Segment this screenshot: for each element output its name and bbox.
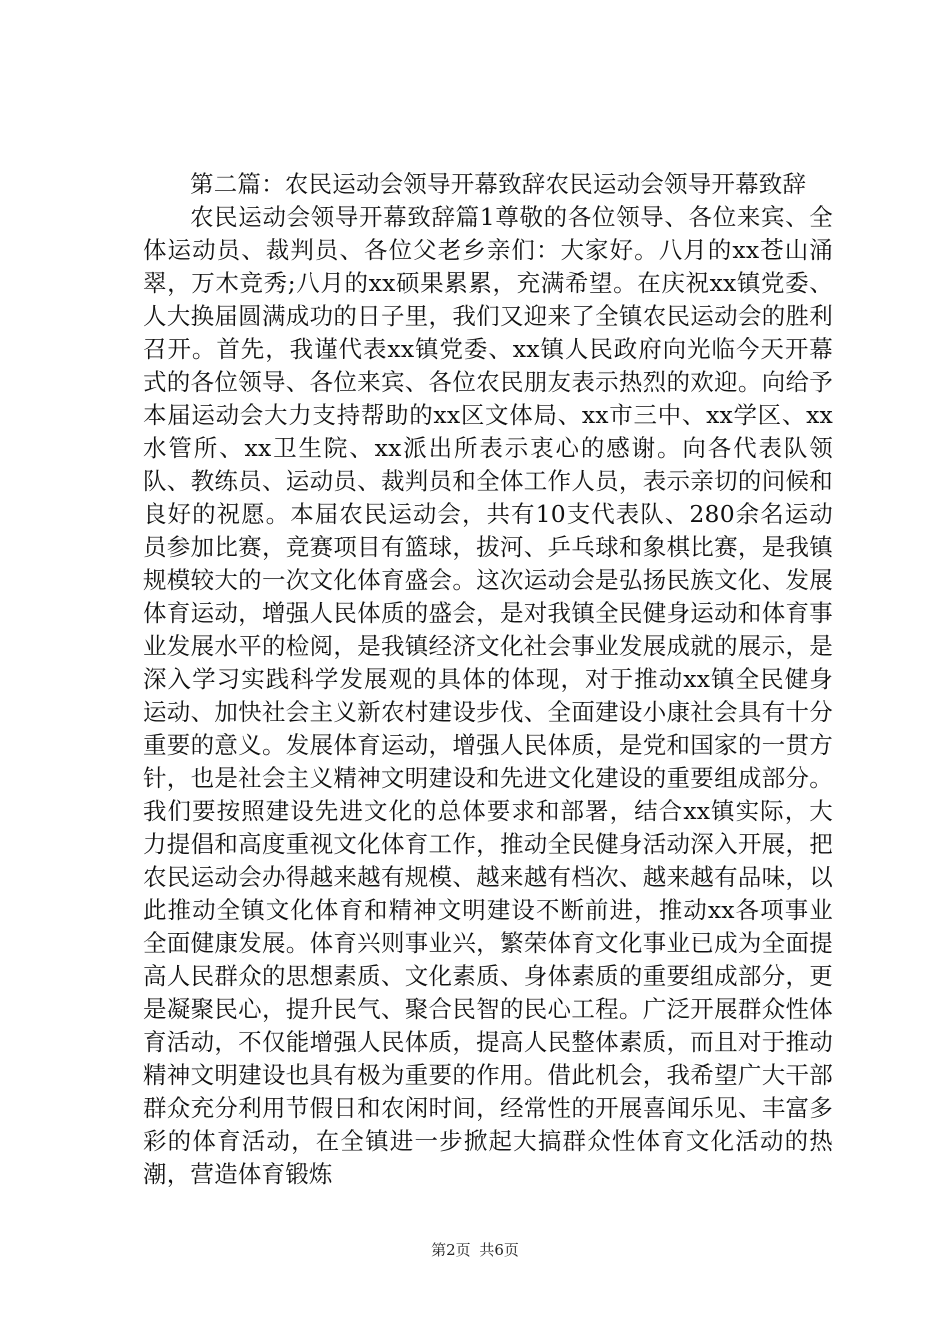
document-body: [143, 168, 833, 1191]
page-number: 第2页: [431, 1241, 471, 1259]
section-title: 第二篇：农民运动会领导开幕致辞农民运动会领导开幕致辞: [190, 170, 807, 198]
body-paragraph: 农民运动会领导开幕致辞篇1尊敬的各位领导、各位来宾、全体运动员、裁判员、各位父老乡亲们：大家好。八月的xx苍山涌翠，万木竞秀;八月的xx硕果累累，充满希望。在庆祝xx镇党委、人大换届圆满成功的日子里，我们又迎来了全镇农民运动会的胜利召开。首先，我谨代表xx镇党委、xx镇人民政府向光临今天开幕式的各位领导、各位来宾、各位农民朋友表示热烈的欢迎。向给予本届运动会大力支持帮助的xx区文体局、xx市三中、xx学区、xx水管所、xx卫生院、xx派出所表示衷心的感谢。向各代表队领队、教练员、运动员、裁判员和全体工作人员，表示亲切的问候和良好的祝愿。本届农民运动会，共有10支代表队、280余名运动员参加比赛，竞赛项目有篮球，拔河、乒乓球和象棋比赛，是我镇规模较大的一次文化体育盛会。这次运动会是弘扬民族文化、发展体育运动，增强人民体质的盛会，是对我镇全民健身运动和体育事业发展水平的检阅，是我镇经济文化社会事业发展成就的展示，是深入学习实践科学发展观的具体的体现，对于推动xx镇全民健身运动、加快社会主义新农村建设步伐、全面建设小康社会具有十分重要的意义。发展体育运动，增强人民体质，是党和国家的一贯方针，也是社会主义精神文明建设和先进文化建设的重要组成部分。我们要按照建设先进文化的总体要求和部署，结合xx镇实际，大力提倡和高度重视文化体育工作，推动全民健身活动深入开展，把农民运动会办得越来越有规模、越来越有档次、越来越有品味，以此推动全镇文化体育和精神文明建设不断前进，推动xx各项事业全面健康发展。体育兴则事业兴，繁荣体育文化事业已成为全面提高人民群众的思想素质、文化素质、身体素质的重要组成部分，更是凝聚民心，提升民气、聚合民智的民心工程。广泛开展群众性体育活动，不仅能增强人民体质，提高人民整体素质，而且对于推动精神文明建设也具有极为重要的作用。借此机会，我希望广大干部群众充分利用节假日和农闲时间，经常性的开展喜闻乐见、丰富多彩的体育活动，在全镇进一步掀起大搞群众性体育文化活动的热潮，营造体育锻炼: [143, 203, 833, 1188]
page-footer: [0, 1240, 950, 1260]
page-total: 共6页: [479, 1241, 519, 1259]
